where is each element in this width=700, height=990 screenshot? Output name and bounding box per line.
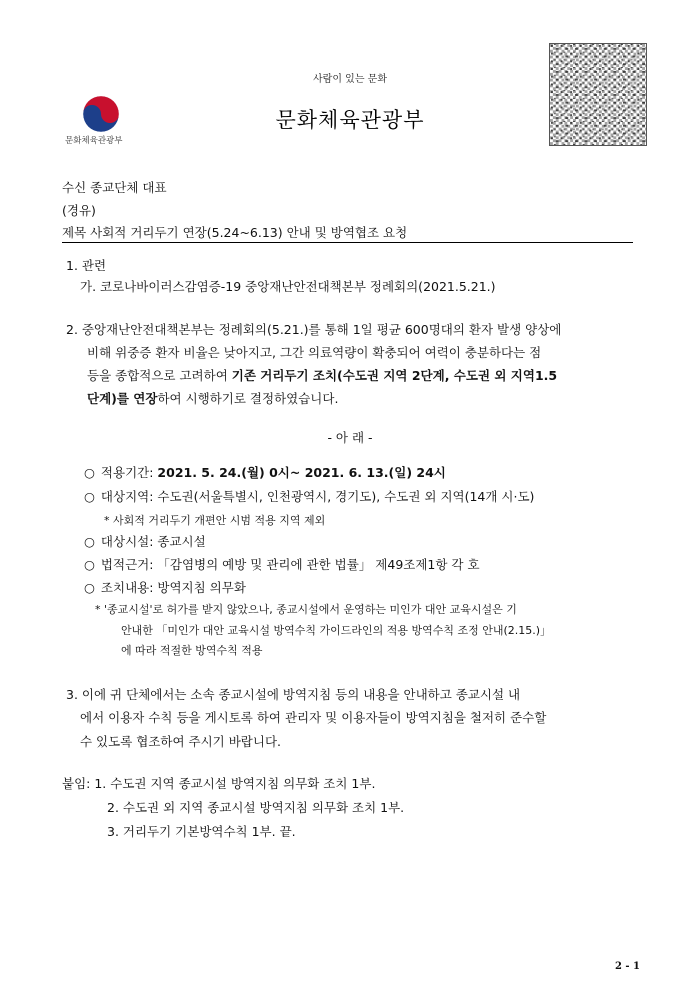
slogan: 사람이 있는 문화 [313,74,387,85]
item-region [84,487,534,505]
circle-bullet-icon: ○ [84,465,95,480]
period-label: 적용기간: [100,465,158,480]
logo-text: 문화체육관광부 [65,136,123,146]
attachment-item2: 2. 수도권 외 지역 종교시설 방역지침 의무화 조치 1부. [107,800,405,815]
ministry-title: 문화체육관광부 [275,108,425,132]
content-note-line2: 안내한 「미인가 대안 교육시설 방역수칙 가이드라인의 적용 방역수칙 조정 안내(2.15.)」 [121,624,552,637]
circle-bullet-icon: ○ [84,534,95,549]
below-heading: - 아 래 - [327,430,373,445]
page-number: 2 - 1 [614,961,640,972]
circle-bullet-icon: ○ [84,580,95,595]
subject-line: 제목 사회적 거리두기 연장(5.24~6.13) 안내 및 방역협조 요청 [62,225,408,240]
law-text: 법적근거: 「감염병의 예방 및 관리에 관한 법률」 제49조제1항 각 호 [100,557,480,572]
attachment-label: 붙임: [62,776,95,791]
recipient-line: 수신 종교단체 대표 [62,180,167,195]
region-note: * 사회적 거리두기 개편안 시범 적용 지역 제외 [104,514,326,527]
content-note-line1: * '종교시설'로 허가를 받지 않았으나, 종교시설에서 운영하는 미인가 대안 교육시설은 기 [95,603,517,616]
period-value: 2021. 5. 24.(월) 0시~ 2021. 6. 13.(일) 24시 [157,465,446,480]
item-content [84,578,246,596]
region-text: 대상지역: 수도권(서울특별시, 인천광역시, 경기도), 수도권 외 지역(14개 시·도) [100,489,535,504]
qr-code-icon [549,43,647,146]
ministry-logo-icon [82,95,120,133]
item-facility [84,532,206,550]
section2-line3-normal: 등을 종합적으로 고려하여 [87,368,232,383]
circle-bullet-icon: ○ [84,489,95,504]
section2-line4 [87,389,338,407]
item-period [84,463,446,481]
facility-text: 대상시설: 종교시설 [100,534,206,549]
section3-line3: 수 있도록 협조하여 주시기 바랍니다. [80,734,281,749]
section3-line2: 에서 이용자 수칙 등을 게시토록 하여 관리자 및 이용자들이 방역지침을 철저히 준수할 [80,710,547,725]
attachment-item3: 3. 거리두기 기본방역수칙 1부. 끝. [107,824,296,839]
section3-line1: 3. 이에 귀 단체에서는 소속 종교시설에 방역지침 등의 내용을 안내하고 종교시설 내 [66,687,521,702]
section1-heading: 1. 관련 [66,258,107,273]
section2-line3-bold: 기존 거리두기 조치(수도권 지역 2단계, 수도권 외 지역1.5 [231,368,558,383]
section2-line3 [87,366,557,384]
subject-divider [62,242,633,243]
item-law [84,555,480,573]
section2-line2: 비해 위중증 환자 비율은 낮아지고, 그간 의료역량이 확충되어 여력이 충분하다는 점 [87,345,542,360]
content-note-line3: 에 따라 적절한 방역수칙 적용 [121,644,263,657]
attachment-line1 [62,774,375,792]
section2-line4-bold: 단계)를 연장 [87,391,158,406]
section2-line1: 2. 중앙재난안전대책본부는 정례회의(5.21.)를 통해 1일 평균 600명대의 환자 발생 양상에 [66,322,562,337]
section2-line4-normal: 하여 시행하기로 결정하였습니다. [157,391,339,406]
section1-item-a: 가. 코로나바이러스감염증-19 중앙재난안전대책본부 정례회의(2021.5.21.) [80,279,496,294]
attachment-item1: 1. 수도권 지역 종교시설 방역지침 의무화 조치 1부. [94,776,376,791]
content-text: 조치내용: 방역지침 의무화 [100,580,246,595]
circle-bullet-icon: ○ [84,557,95,572]
via-line: (경유) [62,203,96,218]
